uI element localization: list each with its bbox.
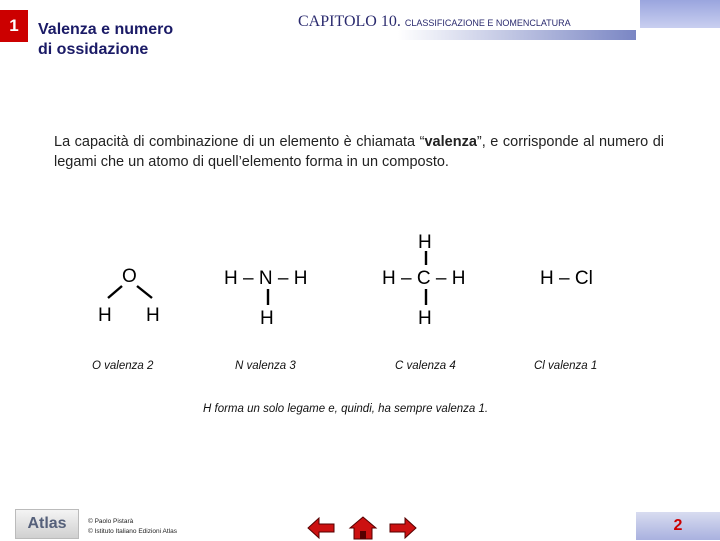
arrow-left-icon[interactable] — [306, 515, 336, 541]
intro-term: valenza — [424, 134, 477, 150]
page-number: 2 — [636, 512, 720, 540]
ammonia-caption: N valenza 3 — [235, 360, 296, 372]
hcl-caption: Cl valenza 1 — [534, 360, 598, 372]
home-icon[interactable] — [348, 515, 378, 541]
page-title: Valenza e numero di ossidazione — [38, 21, 174, 58]
water-caption: O valenza 2 — [92, 360, 154, 372]
methane-hydrogen-bottom: H — [418, 308, 432, 329]
atlas-logo: Atlas — [15, 509, 79, 539]
hydrogen-note: H forma un solo legame e, quindi, ha sempre valenza 1. — [203, 403, 489, 415]
chapter-subtitle: CLASSIFICAZIONE E NOMENCLATURA — [404, 18, 571, 28]
chapter-label: CAPITOLO 10. — [298, 13, 401, 30]
water-bond-left — [108, 286, 122, 298]
water-bond-right — [137, 286, 152, 298]
copyright-text: © Paolo Pistarà © Istituto Italiano Edizioni Atlas — [88, 518, 177, 535]
water-hydrogen-right: H — [146, 305, 160, 326]
methane-hydrogen-top: H — [418, 232, 432, 253]
intro-text-before: La capacità di combinazione di un elemento è chiamata “ — [54, 134, 425, 150]
hcl-row: H – Cl — [540, 268, 593, 289]
ammonia-hydrogen-bottom: H — [260, 308, 274, 329]
arrow-right-icon[interactable] — [388, 515, 418, 541]
intro-text-after: ”, e corrisponde al numero di legami che un atomo di quell’elemento forma in un composto. — [54, 134, 664, 170]
slide-number-badge: 1 — [0, 10, 28, 42]
methane-caption: C valenza 4 — [395, 360, 456, 372]
ammonia-row: H – N – H — [224, 268, 308, 289]
water-oxygen-atom: O — [122, 266, 137, 287]
water-hydrogen-left: H — [98, 305, 112, 326]
methane-row: H – C – H — [382, 268, 466, 289]
